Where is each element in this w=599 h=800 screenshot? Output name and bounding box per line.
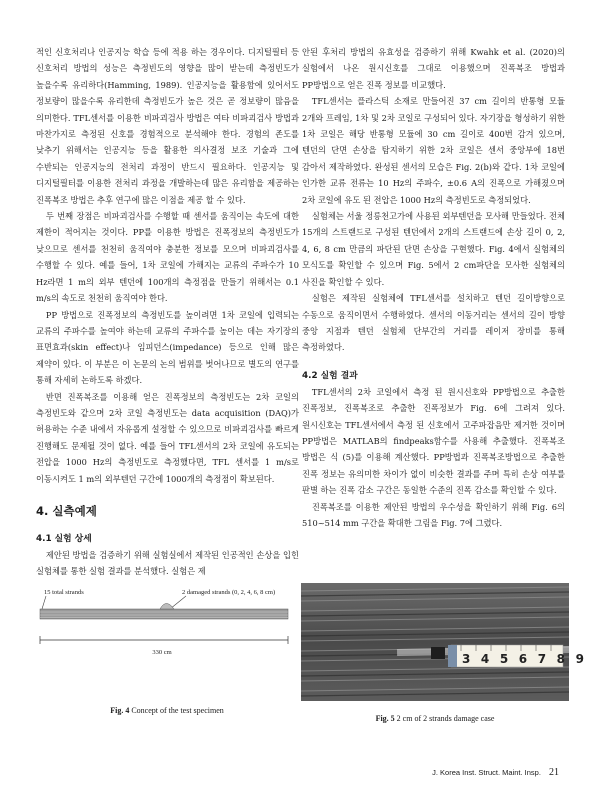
caption-label: Fig. 4	[110, 706, 130, 715]
paragraph: TFL센서는 플라스틱 소재로 만들어진 37 cm 길이의 반통형 모듈 2개와 프레임, 1차 및 2차 코일로 구성되어 있다. 자기장을 형성하기 위한 1차 코일은 해당 반통형 모듈에 30 cm 길이로 400번 감겨 있으며, 텐던의 단면 손상을 탐지하기 위한 2차 코일은 센서 중앙부에 18번 감아서 제작하였다. 완성된 센서의 모습은 Fig. 2(b)와 같다. 1차 코일에 인가한 교류 전류는 10 Hz의 주파수, ±0.6 A의 진폭으로 가해졌으며 2차 코일에 유도 된 전압은 1000 Hz의 측정빈도로 측정되었다.	[302, 96, 565, 205]
paragraph: 실험체는 서울 정릉천고가에 사용된 외부텐던을 모사해 만들었다. 전체 15개의 스트랜드로 구성된 텐던에서 2개의 스트랜드에 손상 길이 0, 2, 4, 6, 8 cm 만큼의 파단된 단면 손상을 구현했다. Fig. 4에서 실험체의 모식도를 확인할 수 있으며 Fig. 5에서 2 cm파단을 모사한 실험체의 사진을 확인할 수 있다.	[302, 211, 565, 287]
subsection-heading: 4.2 실험 결과	[302, 370, 358, 381]
paragraph: 진폭복조를 이용한 제안된 방법의 우수성을 확인하기 위해 Fig. 6의 510~514 mm 구간을 확대한 그림을 Fig. 7에 그렸다.	[302, 501, 565, 528]
paragraph: TFL센서의 2차 코일에서 측정 된 원시신호와 PP방법으로 추출한 진폭정보, 진폭복조로 추출한 진폭정보가 Fig. 6에 그려져 있다. 원시신호는 TFL센서에서 측정 된 신호에서 고주파잡음만 제거한 것이며 PP방법은 MATLAB의 findpeaks함수를 사용해 추출했다. 진폭복조 방법은 식 (5)를 이용해 계산했다. PP방법과 진폭복조방법으로 추출한 진폭 정보는 유의미한 차이가 없이 비슷한 결과를 주며 특히 손상 여부를 판별 하는 진폭 감소 구간은 동일한 수준의 진폭 감소를 확인할 수 있다.	[302, 386, 565, 496]
caption-label: Fig. 5	[375, 714, 395, 723]
leader-line	[42, 596, 46, 609]
page-number: 21	[549, 767, 559, 778]
paragraph: 적인 신호처리나 인공지능 학습 등에 적용 하는 경우이다. 디지털필터 등 신호처리 방법의 성능은 측정빈도의 영향을 많이 받는데 측정빈도가 높을수록 유리하다(Hamming, 1989). 인공지능을 활용함에 있어서도 정보량이 많을수록 유리한데 측정빈도가 높은 것은 곧 정보량이 많음을 의미한다. TFL센서를 이용한 비파괴검사 방법은 여타 비파괴검사 방법과 마찬가지로 측정된 신호를 경험적으로 분석해야 한다. 경험의 존도를 낮추기 위해서는 인공지능 등을 활용한 의사결정 보조 기술과 그에 수반되는 인공지능의 전처리 과정이 반드시 필요하다. 인공지능 및 디지털필터를 이용한 전처리 과정을 개발하는데 많은 유리함을 제공하는 진폭복조 방법은 추후 연구에 많은 이점을 제공 할 수 있다.	[36, 47, 299, 205]
paragraph: PP 방법으로 진폭정보의 측정빈도를 높이려면 1차 코일에 입력되는 교류의 주파수를 높여야 하는데 교류의 주파수를 높이는 데는 자기장의 표면효과(skin effect)나 임피던스(impedance) 등으로 인해 많은 제약이 있다. 이 부분은 이 논문의 논의 범위를 벗어나므로 별도의 연구를 통해 자세히 논하도록 하겠다.	[36, 309, 299, 386]
specimen-diagram	[36, 584, 298, 696]
length-label: 330 cm	[152, 649, 172, 656]
ruler-numbers: 3 4 5 6 7 8 9	[462, 652, 588, 666]
figure-4	[36, 584, 298, 715]
paragraph: 두 번째 장점은 비파괴검사를 수행할 때 센서를 움직이는 속도에 대한 제한이 적어지는 것이다. PP를 이용한 방법은 진폭정보의 측정빈도가 낮으므로 센서를 천천히 움직여야 충분한 정보를 모으며 비파괴검사를 수행할 수 있다. 예를 들어, 1차 코일에 가해지는 교류의 주파수가 10 Hz라면 1 m의 외부 텐던에 100개의 측정점을 만들기 위해서는 0.1 m/s의 속도로 천천히 움직여야 한다.	[36, 211, 299, 304]
journal-name: J. Korea Inst. Struct. Maint. Insp.	[432, 768, 541, 777]
paragraph: 반면 진폭복조를 이용해 얻은 진폭정보의 측정빈도는 2차 코일의 측정빈도와 같으며 2차 코일 측정빈도는 data acquisition (DAQ)가 허용하는 수준 내에서 자유롭게 설정할 수 있으므로 비파괴검사를 빠르게 진행해도 문제될 것이 없다. 예를 들어 TFL센서의 2차 코일에 유도되는 전압을 1000 Hz의 측정빈도로 측정했다면, TFL 센서를 1 m/s로 이동시켜도 1 m의 외부텐던 구간에 1000개의 측정점이 확보된다.	[36, 391, 299, 484]
right-column	[302, 44, 565, 531]
paragraph: 안된 후처리 방법의 유효성을 검증하기 위해 Kwahk et al. (2020)의 실험에서 나온 원시신호를 그대로 이용했으며 진폭복조 방법과 PP방법으로 얻은 진폭 정보를 비교했다.	[302, 47, 565, 90]
left-column	[36, 44, 299, 580]
page-footer	[432, 767, 559, 778]
damaged-strands-label: 2 damaged strands (0, 2, 4, 6, 8 cm)	[182, 589, 276, 596]
paragraph: 제안된 방법을 검증하기 위해 실험실에서 제작된 인공적인 손상을 입힌 실험체를 통한 실험 결과를 분석했다. 실험은 제	[36, 549, 299, 577]
figure-4-caption	[36, 706, 298, 715]
paragraph: 실험은 제작된 실험체에 TFL센서를 설치하고 텐던 길이방향으로 수동으로 움직이면서 수행하였다. 센서의 이동거리는 센서의 길이 방향 중앙 지점과 텐던 실험체 단부간의 거리를 레이저 장비를 통해 측정하였다.	[302, 293, 565, 353]
damage-photo	[301, 583, 588, 701]
figure-5-caption	[301, 714, 569, 723]
damage-gap	[431, 647, 445, 659]
figure-5	[301, 583, 588, 723]
caption-text: 2 cm of 2 strands damage case	[396, 714, 495, 723]
caption-text: Concept of the test specimen	[131, 706, 224, 715]
subsection-heading: 4.1 실험 상세	[36, 533, 92, 544]
damage-marker	[160, 604, 174, 610]
strands-label: 15 total strands	[44, 589, 84, 596]
section-heading: 4. 실측예제	[36, 503, 97, 518]
